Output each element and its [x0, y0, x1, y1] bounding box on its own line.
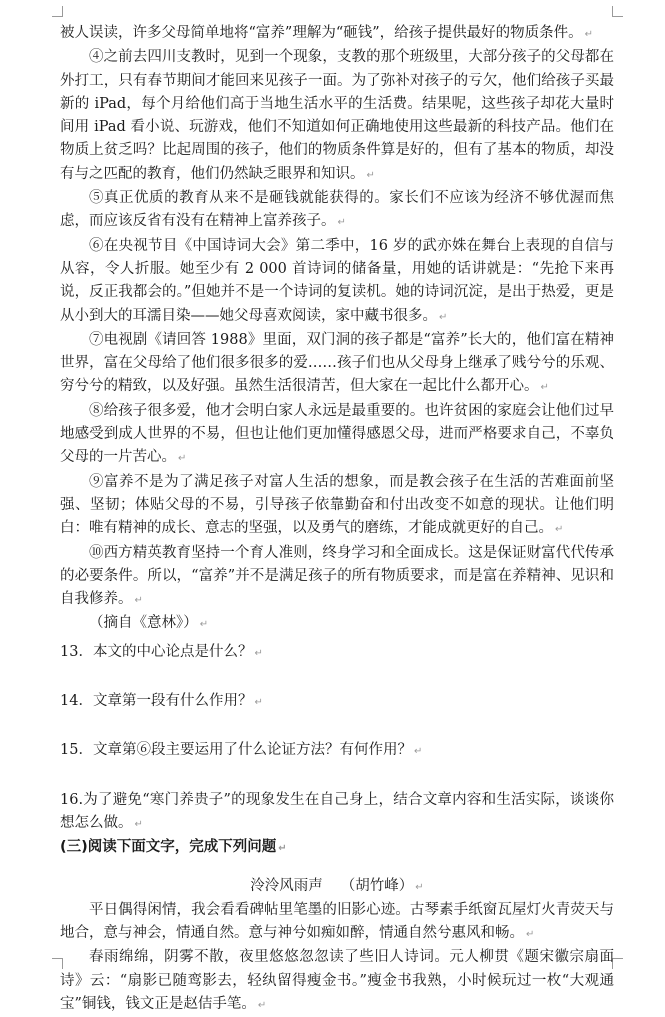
paragraph-intro-text: 被人误读，许多父母简单地将“富养”理解为“砸钱”，给孩子提供最好的物质条件。: [60, 25, 583, 41]
article-title: [60, 875, 614, 899]
article-paragraph-2: [60, 946, 614, 1017]
return-mark-icon: ↵: [555, 524, 564, 536]
paragraph-9-text: ⑨富养不是为了满足孩子对富人生活的想象，而是教会孩子在生活的苦难面前坚强、坚韧；体贴父母的不易，引导孩子依靠勤奋和付出改变不如意的现状。让他们明白：唯有精神的成长、意志的坚强，以及勇气的磨练，才能成就更好的自己。: [60, 473, 614, 537]
page-corner-top-left: [52, 6, 63, 17]
paragraph-10: [60, 542, 614, 613]
return-mark-icon: ↵: [540, 382, 549, 394]
return-mark-icon: ↵: [366, 169, 375, 181]
paragraph-7: [60, 329, 614, 400]
paragraph-4: [60, 46, 614, 187]
paragraph-7-text: ⑦电视剧《请回答 1988》里面，双门洞的孩子都是“富养”长大的，他们富在精神世界，富在父母给了他们很多很多的爱……孩子们也从父母身上继承了贱兮兮的乐观、穷兮兮的精致，以及好强。虽然生活很清苦，但大家在一起比什么都开心。: [60, 331, 614, 395]
paragraph-5: [60, 187, 614, 235]
return-mark-icon: ↵: [415, 881, 424, 893]
question-16: [60, 789, 614, 837]
article-author: （胡竹峰）: [340, 877, 414, 894]
return-mark-icon: ↵: [439, 311, 448, 323]
section-3-title-text: (三)阅读下面文字，完成下列问题: [60, 839, 277, 856]
return-mark-icon: ↵: [178, 453, 187, 465]
return-mark-icon: ↵: [134, 818, 143, 830]
article-paragraph-1: [60, 899, 614, 947]
return-mark-icon: ↵: [199, 619, 209, 631]
paragraph-8: [60, 400, 614, 471]
return-mark-icon: ↵: [134, 595, 143, 607]
paragraph-intro: [60, 22, 614, 46]
return-mark-icon: ↵: [257, 999, 267, 1011]
question-14-text: 14．文章第一段有什么作用？: [60, 693, 253, 710]
return-mark-icon: ↵: [413, 746, 423, 758]
question-15-text: 15．文章第⑥段主要运用了什么论证方法？有何作用？: [60, 742, 412, 759]
question-15: [60, 739, 614, 763]
answer-space-14: [60, 714, 614, 730]
paragraph-8-text: ⑧给孩子很多爱，他才会明白家人永远是最重要的。也许贫困的家庭会让他们过早地感受到成人世界的不易，但也让他们更加懂得感恩父母，进而严格要求自己，不辜负父母的一片苦心。: [60, 402, 614, 466]
article-title-text: 泠泠风雨声: [250, 877, 323, 894]
paragraph-5-text: ⑤真正优质的教育从来不是砸钱就能获得的。家长们不应该为经济不够优渥而焦虑，而应该反省有没有在精神上富养孩子。: [60, 190, 614, 230]
paragraph-4-text: ④之前去四川支教时，见到一个现象，支教的那个班级里，大部分孩子的父母都在外打工，只有春节期间才能回来见孩子一面。为了弥补对孩子的亏欠，他们给孩子买最新的 iPad，每个月给他们高于当地生活水平的生活费。结果呢，这些孩子却花大量时间用 iPad 看小说、玩游戏，他们不知道如何正确地使用这些最新的科技产品。他们在物质上贫乏吗？比起周围的孩子，他们的物质条件算是好的，但有了基本的物质，却没有与之匹配的教育，他们仍然缺乏眼界和知识。: [60, 49, 614, 182]
article-paragraph-1-text: 平日偶得闲情，我会看看碑帖里笔墨的旧影心迹。古琴素手纸窗瓦屋灯火青荧天与地合，意与神会，情通自然。意与神兮如痴如醉，情通自然兮惠风和畅。: [60, 901, 614, 942]
question-13-text: 13．本文的中心论点是什么？: [60, 643, 253, 660]
paragraph-10-text: ⑩西方精英教育坚持一个育人准则，终身学习和全面成长。这是保证财富代代传承的必要条件。所以，“富养”并不是满足孩子的所有物质要求，而是富在养精神、见识和自我修养。: [60, 544, 614, 608]
return-mark-icon: ↵: [254, 697, 263, 709]
question-16-text: 16.为了避免“寒门养贵子”的现象发生在自己身上，结合文章内容和生活实际，谈谈你想怎么做。: [60, 791, 614, 831]
section-3-title: [60, 836, 614, 860]
question-13: [60, 641, 614, 665]
source-citation: [60, 612, 614, 636]
paragraph-6: [60, 235, 614, 329]
question-14: [60, 690, 614, 714]
return-mark-icon: ↵: [337, 217, 346, 229]
answer-space-15: [60, 764, 614, 780]
document-page: [60, 22, 614, 1017]
return-mark-icon: ↵: [584, 29, 594, 40]
paragraph-6-text: ⑥在央视节目《中国诗词大会》第二季中，16 岁的武亦姝在舞台上表现的自信与从容，令人折服。她至少有 2 000 首诗词的储备量，用她的话讲就是：“先抢下来再说，反正我都会的。”但她并不是一个诗词的复读机。她的诗词沉淀，是出于热爱，更是从小到大的耳濡目染——她父母喜欢阅读，家中藏书很多。: [60, 237, 614, 324]
paragraph-9: [60, 471, 614, 542]
return-mark-icon: ↵: [526, 929, 535, 941]
return-mark-icon: ↵: [278, 843, 287, 855]
page-corner-top-right: [612, 6, 623, 17]
article-paragraph-2-text: 春雨绵绵，阴雾不散，夜里悠悠忽忽读了些旧人诗词。元人柳贯《题宋徽宗扇面诗》云：“扇影已随鸾影去，轻纨留得瘦金书。”瘦金书我熟，小时候玩过一枚“大观通宝”铜钱，钱文正是赵佶手笔。: [60, 949, 614, 1012]
source-citation-text: （摘自《意林》）: [89, 615, 198, 632]
answer-space-13: [60, 665, 614, 681]
return-mark-icon: ↵: [254, 647, 263, 659]
